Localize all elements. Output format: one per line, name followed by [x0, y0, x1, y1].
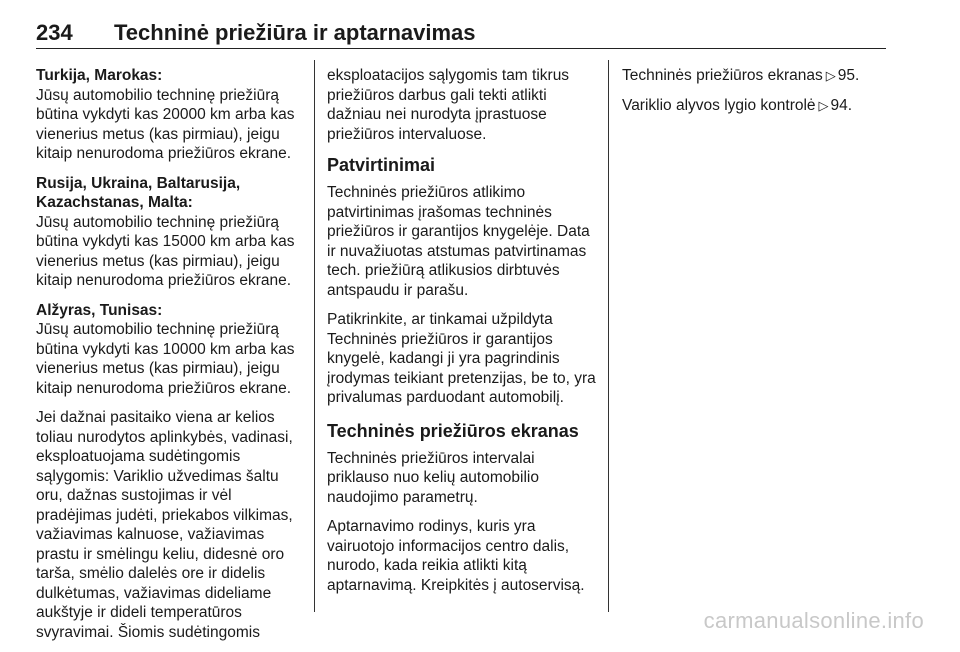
- section-turkey: [36, 66, 302, 164]
- chevron-right-icon: ▷: [818, 97, 829, 113]
- column-divider-2: [608, 60, 609, 612]
- confirmations-paragraph-2: Patikrinkite, ar tinkamai užpildyta Techninės priežiūros ir garantijos knygelė, kadangi ji yra pagrindinis įrodymas teikiant pretenzijas, be to, yra privalumas parduodant automobilį.: [327, 311, 596, 406]
- section-algeria: [36, 301, 302, 399]
- service-display-paragraph-1: Techninės priežiūros intervalai priklauso nuo kelių automobilio naudojimo parametrų.: [327, 449, 539, 506]
- section-russia: [36, 174, 302, 291]
- page-title: Techninė priežiūra ir aptarnavimas: [114, 20, 476, 45]
- page-number: 234: [36, 20, 73, 45]
- page-header: [36, 20, 886, 50]
- watermark: carmanualsonline.info: [703, 608, 924, 633]
- section-text: Jūsų automobilio techninę priežiūrą būtina vykdyti kas 15000 km arba kas vienerius metus (kas pirmiau), jeigu kitaip nenurodoma priežiūros ekrane.: [36, 213, 295, 289]
- section-heading: Turkija, Marokas:: [36, 67, 163, 84]
- service-display-heading: Techninės priežiūros ekranas: [327, 420, 579, 441]
- service-display-paragraph-2: Aptarnavimo rodinys, kuris yra vairuotojo informacijos centro dalis, nurodo, kada reikia atlikti kitą aptarnavimą. Kreipkitės į autoservisą.: [327, 518, 585, 594]
- column-1: [36, 66, 302, 652]
- column-2: [327, 66, 597, 605]
- section-heading: Rusija, Ukraina, Baltarusija, Kazachstanas, Malta:: [36, 174, 241, 211]
- continuation-paragraph: eksploatacijos sąlygomis tam tikrus priežiūros darbus gali tekti atlikti dažniau nei nurodyta įprastuose priežiūros intervaluose.: [327, 67, 570, 143]
- reference-page: 94.: [830, 96, 853, 114]
- column-3: [622, 66, 884, 125]
- confirmations-paragraph-1: Techninės priežiūros atlikimo patvirtinimas įrašomas techninės priežiūros ir garantijos knygelėje. Data ir nuvažiuotas atstumas patvirtinamas tech. priežiūrą atlikusios dirbtuvės antspaudu ir parašu.: [327, 184, 590, 299]
- cross-reference-1[interactable]: [622, 66, 884, 86]
- section-text: Jūsų automobilio techninę priežiūrą būtina vykdyti kas 20000 km arba kas vienerius metus (kas pirmiau), jeigu kitaip nenurodoma priežiūros ekrane.: [36, 86, 295, 162]
- reference-page: 95.: [837, 67, 860, 84]
- cross-reference-2[interactable]: [622, 96, 884, 116]
- reference-text: Variklio alyvos lygio kontrolė: [622, 96, 816, 114]
- confirmations-heading: Patvirtinimai: [327, 155, 436, 175]
- chevron-right-icon: ▷: [825, 68, 836, 83]
- column-divider-1: [314, 60, 315, 612]
- section-text: Jūsų automobilio techninę priežiūrą būtina vykdyti kas 10000 km arba kas vienerius metus (kas pirmiau), jeigu kitaip nenurodoma priežiūros ekrane.: [36, 321, 295, 397]
- section-heading: Alžyras, Tunisas:: [36, 301, 163, 319]
- reference-text: Techninės priežiūros ekranas: [622, 67, 823, 84]
- header-rule: [36, 48, 886, 49]
- conditions-paragraph: Jei dažnai pasitaiko viena ar kelios toliau nurodytos aplinkybės, vadinasi, eksploatuojama sudėtingomis sąlygomis: Variklio užvedimas šaltu oru, dažnas sustojimas ir vėl pradėjimas judėti, priekabos vilkimas, važiavimas kalnuose, važiavimas prastu ir smėlingu keliu, didesnė oro tarša, smėlio dalelės ore ir didelis dulkėtumas, važiavimas dideliame aukštyje ir dideli temperatūros svyravimai. Šiomis sudėtingomis: [36, 409, 293, 641]
